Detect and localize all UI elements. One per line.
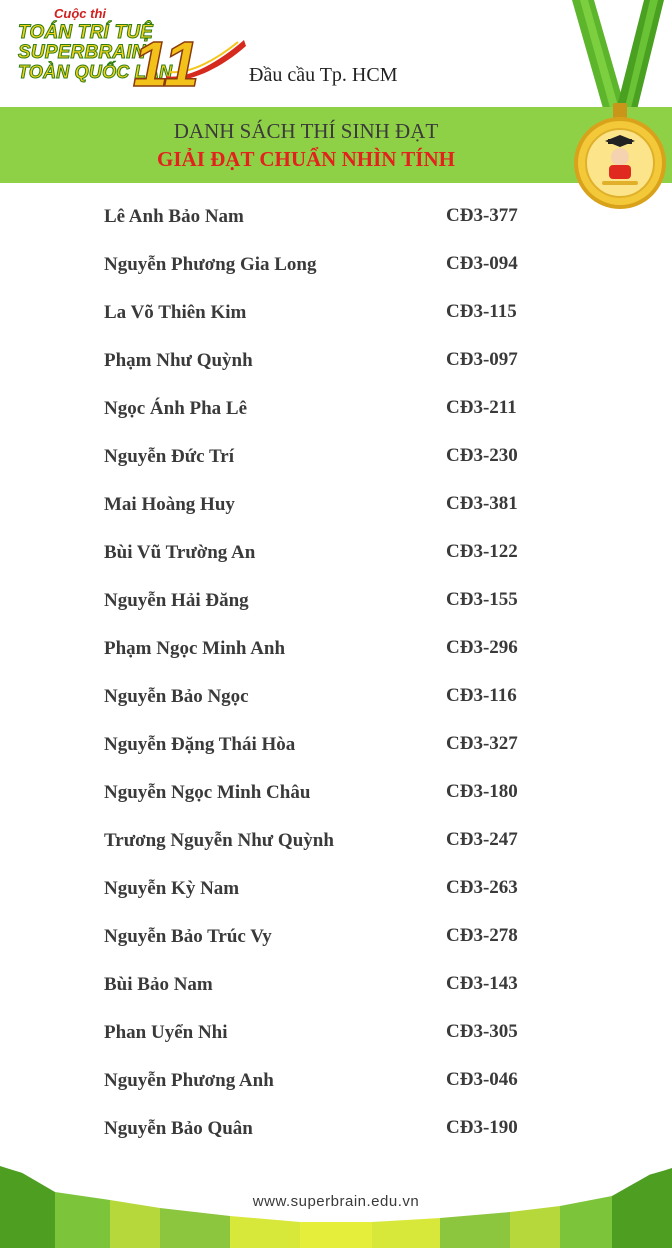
candidate-code: CĐ3-263 [446,877,518,898]
candidate-code: CĐ3-115 [446,301,517,322]
candidate-list [0,196,672,1156]
candidate-name: Nguyễn Phương Gia Long [104,254,317,275]
candidate-name: Phạm Như Quỳnh [104,350,253,371]
list-item [0,244,672,292]
candidate-name: Nguyễn Kỳ Nam [104,878,240,899]
candidate-name: Nguyễn Hải Đăng [104,590,249,611]
logo-line-1: Cuộc thi [54,6,106,21]
candidate-name: Bùi Bảo Nam [104,974,213,995]
candidate-name: Lê Anh Bảo Nam [104,206,244,227]
candidate-code: CĐ3-278 [446,925,518,946]
superbrain-logo [14,6,246,98]
candidate-code: CĐ3-327 [446,733,518,754]
list-item [0,1060,672,1108]
list-item [0,820,672,868]
list-item [0,724,672,772]
candidate-name: Phan Uyển Nhi [104,1022,228,1043]
candidate-code: CĐ3-143 [446,973,518,994]
candidate-name: Phạm Ngọc Minh Anh [104,638,286,659]
candidate-name: Trương Nguyễn Như Quỳnh [104,830,334,851]
logo-line-3: SUPERBRAIN [18,42,146,63]
list-item [0,916,672,964]
list-item [0,436,672,484]
candidate-code: CĐ3-305 [446,1021,518,1042]
candidate-code: CĐ3-046 [446,1069,518,1090]
website-link[interactable]: www.superbrain.edu.vn [252,1193,420,1210]
list-item [0,484,672,532]
list-item [0,388,672,436]
list-item [0,1012,672,1060]
list-item [0,580,672,628]
list-item [0,964,672,1012]
banner-title: DANH SÁCH THÍ SINH ĐẠT [173,119,439,143]
candidate-code: CĐ3-247 [446,829,518,850]
candidate-code: CĐ3-094 [446,253,518,274]
list-item [0,676,672,724]
list-item [0,628,672,676]
candidate-name: Mai Hoàng Huy [104,494,235,515]
candidate-name: Nguyễn Bảo Trúc Vy [104,926,272,947]
candidate-code: CĐ3-190 [446,1117,518,1138]
svg-text:11: 11 [132,28,200,100]
candidate-code: CĐ3-377 [446,205,518,226]
candidate-code: CĐ3-122 [446,541,518,562]
candidate-name: Nguyễn Bảo Quân [104,1118,253,1139]
candidate-name: La Võ Thiên Kim [104,302,247,323]
candidate-code: CĐ3-211 [446,397,517,418]
logo-line-2: TOÁN TRÍ TUỆ [18,22,154,43]
candidate-name: Nguyễn Đức Trí [104,446,234,467]
candidate-code: CĐ3-097 [446,349,518,370]
candidate-name: Nguyễn Phương Anh [104,1070,274,1091]
candidate-code: CĐ3-155 [446,589,518,610]
logo-number [132,24,200,100]
candidate-code: CĐ3-180 [446,781,518,802]
list-item [0,292,672,340]
candidate-code: CĐ3-116 [446,685,517,706]
list-item [0,196,672,244]
candidate-code: CĐ3-381 [446,493,518,514]
list-item [0,532,672,580]
list-item [0,1108,672,1156]
banner-subtitle: GIẢI ĐẠT CHUẨN NHÌN TÍNH [157,147,455,171]
city-label: Đầu cầu Tp. HCM [249,64,398,86]
list-item [0,340,672,388]
candidate-code: CĐ3-230 [446,445,518,466]
candidate-name: Nguyễn Ngọc Minh Châu [104,782,311,803]
list-item [0,772,672,820]
candidate-name: Bùi Vũ Trường An [104,542,256,563]
list-item [0,868,672,916]
candidate-code: CĐ3-296 [446,637,518,658]
logo-line-4: TOÀN QUỐC LẦN [18,62,173,82]
candidate-name: Nguyễn Đặng Thái Hòa [104,734,296,755]
candidate-name: Nguyễn Bảo Ngọc [104,686,249,707]
candidate-name: Ngọc Ánh Pha Lê [104,398,248,419]
